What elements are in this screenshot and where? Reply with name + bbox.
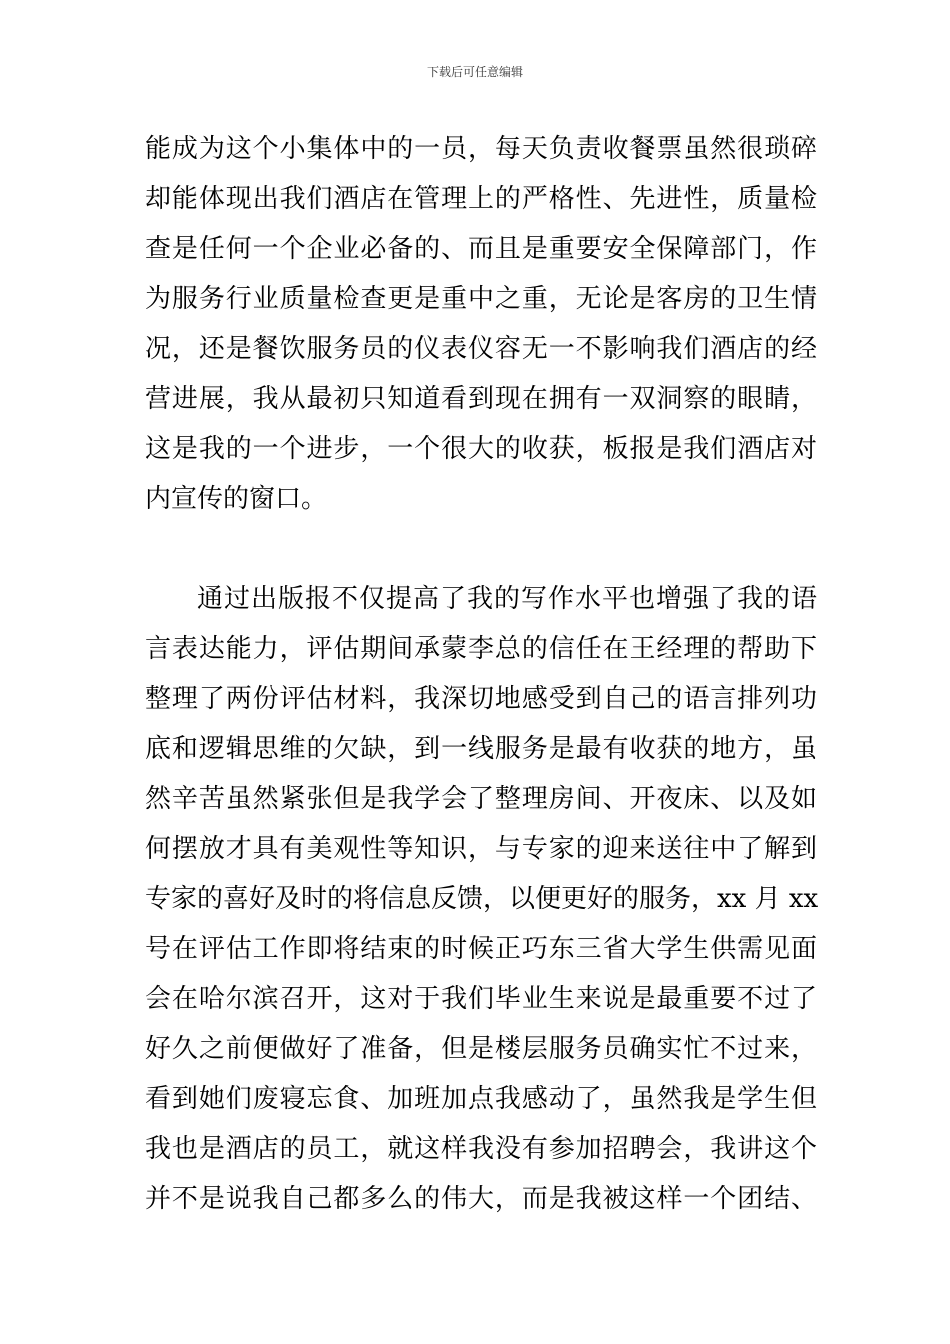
text-line: 为服务行业质量检查更是重中之重，无论是客房的卫生情 <box>145 284 817 314</box>
text-line: 好久之前便做好了准备，但是楼层服务员确实忙不过来， <box>145 1034 817 1064</box>
text-line: 何摆放才具有美观性等知识，与专家的迎来送往中了解到 <box>145 834 817 864</box>
text-line: 并不是说我自己都多么的伟大，而是我被这样一个团结、 <box>145 1184 817 1214</box>
text-line: 看到她们废寝忘食、加班加点我感动了，虽然我是学生但 <box>145 1084 817 1114</box>
paragraph-1 <box>145 124 817 524</box>
text-line: 底和逻辑思维的欠缺，到一线服务是最有收获的地方，虽 <box>145 734 817 764</box>
paragraph-2 <box>145 574 817 1224</box>
text-line: 营进展，我从最初只知道看到现在拥有一双洞察的眼睛， <box>145 384 817 414</box>
text-line: 这是我的一个进步，一个很大的收获，板报是我们酒店对 <box>145 434 817 464</box>
text-line: 却能体现出我们酒店在管理上的严格性、先进性，质量检 <box>145 184 817 214</box>
text-line: 言表达能力，评估期间承蒙李总的信任在王经理的帮助下 <box>145 634 817 664</box>
text-line: 况，还是餐饮服务员的仪表仪容无一不影响我们酒店的经 <box>145 334 817 364</box>
text-line: 会在哈尔滨召开，这对于我们毕业生来说是最重要不过了 <box>145 984 817 1014</box>
text-line: 整理了两份评估材料，我深切地感受到自己的语言排列功 <box>145 684 817 714</box>
text-line: 号在评估工作即将结束的时候正巧东三省大学生供需见面 <box>145 934 817 964</box>
text-line: 查是任何一个企业必备的、而且是重要安全保障部门，作 <box>145 234 817 264</box>
text-line: 专家的喜好及时的将信息反馈，以便更好的服务，xx 月 xx <box>145 884 819 914</box>
text-line: 能成为这个小集体中的一员，每天负责收餐票虽然很琐碎 <box>145 134 817 164</box>
page-header: 下载后可任意编辑 <box>426 65 523 79</box>
text-line: 然辛苦虽然紧张但是我学会了整理房间、开夜床、以及如 <box>145 784 817 814</box>
text-line: 通过出版报不仅提高了我的写作水平也增强了我的语 <box>197 584 817 614</box>
text-line: 我也是酒店的员工，就这样我没有参加招聘会，我讲这个 <box>145 1134 817 1164</box>
text-line: 内宣传的窗口。 <box>145 484 328 514</box>
